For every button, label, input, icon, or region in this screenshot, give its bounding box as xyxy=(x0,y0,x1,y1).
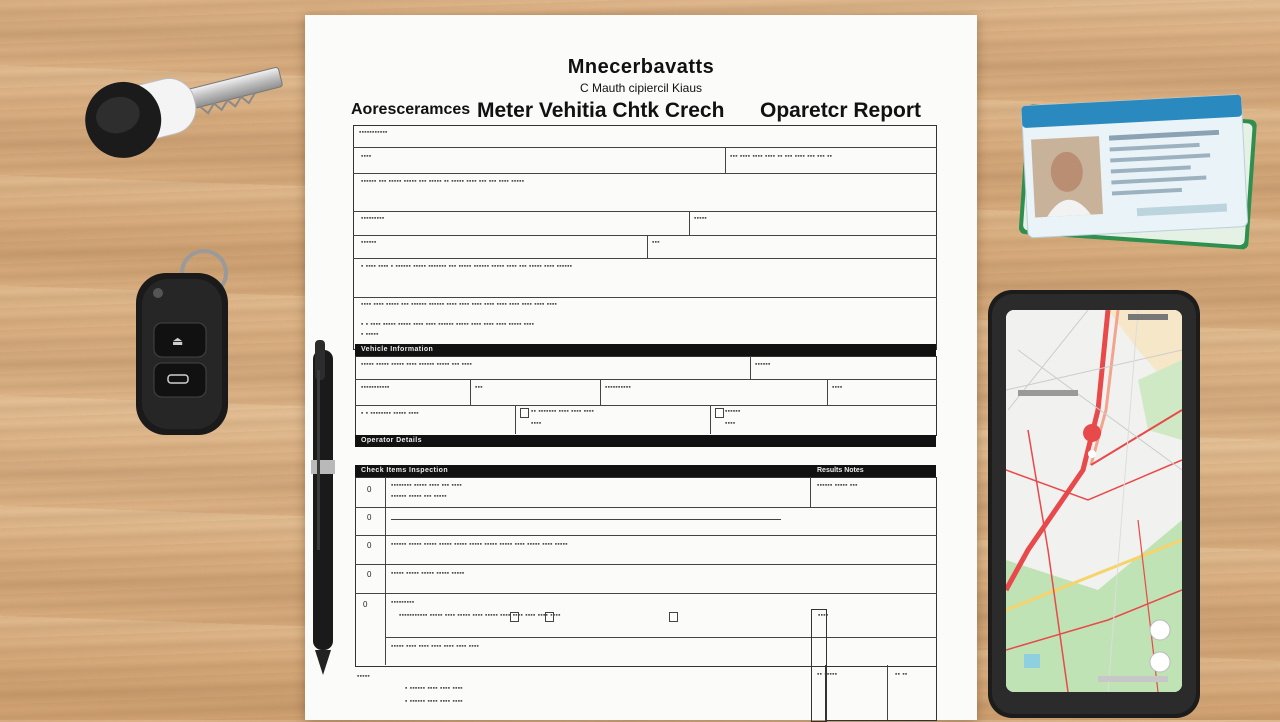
row-number: 0 xyxy=(367,513,372,522)
car-key-icon xyxy=(70,28,305,187)
row-number: 0 xyxy=(363,600,368,609)
form-vehicle-section xyxy=(355,356,937,436)
driver-license-icon xyxy=(1015,92,1265,257)
document-title: Meter Vehitia Chtk Crech xyxy=(477,99,725,122)
row-number: 0 xyxy=(367,570,372,579)
section-bar-vehicle: Vehicle Information xyxy=(355,344,936,356)
document-title-suffix: Oparetcr Report xyxy=(760,99,922,122)
smartphone-map-icon xyxy=(988,290,1200,718)
section-bar-checks: Check Items Inspection xyxy=(355,465,936,477)
document-header-subtitle: C Mauth cipiercil Kiaus xyxy=(579,81,703,95)
document-header-org: Mnecerbavatts xyxy=(567,56,715,78)
key-fob-icon xyxy=(132,245,232,440)
vehicle-check-report-document: Mnecerbavatts C Mauth cipiercil Kiaus Aoresceramces Meter Vehitia Chtk Crech Oparetcr Report ▪▪▪▪▪▪▪▪▪▪▪ ▪▪▪▪ ▪▪▪ ▪▪▪▪ ▪▪▪▪ ▪▪▪▪ ▪▪ ▪▪▪ ▪▪▪▪ ▪▪▪ ▪▪▪ ▪▪ ▪▪▪▪▪▪ ▪▪▪ ▪▪▪▪▪ ▪▪▪▪▪ ▪▪▪ ▪▪▪▪▪ ▪▪ ▪▪▪▪▪ ▪▪▪▪ ▪▪▪ ▪▪▪ ▪▪▪▪ ▪▪▪▪▪ ▪▪▪▪▪▪▪▪▪ ▪▪▪▪▪ ▪▪▪▪▪▪ ▪▪▪ ▪ ▪▪▪▪ ▪▪▪▪ ▪ ▪▪▪▪▪▪ ▪▪▪▪▪ ▪▪▪▪▪▪▪ ▪▪▪ ▪▪▪▪▪ ▪▪▪▪▪▪ ▪▪▪▪▪ ▪▪▪▪ ▪▪▪ ▪▪▪▪▪ ▪▪▪▪ ▪▪▪▪▪▪ ▪▪▪▪ ▪▪▪▪ ▪▪▪▪▪ ▪▪▪ ▪▪▪▪▪▪ ▪▪▪▪▪▪ ▪▪▪▪ ▪▪▪▪ ▪▪▪▪ ▪▪▪▪ ▪▪▪▪ ▪▪▪▪ ▪▪▪▪ ▪▪▪▪ ▪▪▪▪ ▪ ▪ ▪▪▪▪ ▪▪▪▪▪ ▪▪▪▪▪ ▪▪▪▪ ▪▪▪▪ ▪▪▪▪▪▪ ▪▪▪▪▪ ▪▪▪▪ ▪▪▪▪ ▪▪▪▪ ▪▪▪▪▪ ▪▪▪▪ ▪ ▪▪▪▪▪ Vehicle Information ▪▪▪▪▪ ▪▪▪▪▪ ▪▪▪▪▪ ▪▪▪▪ ▪▪▪▪▪▪ ▪▪▪▪▪ ▪▪▪ ▪▪▪▪ ▪▪▪▪▪▪ ▪▪▪▪▪▪▪▪▪▪▪ ▪▪▪ ▪▪▪▪▪▪▪▪▪▪ ▪▪▪▪ ▪ ▪ ▪▪▪▪▪▪▪▪ ▪▪▪▪▪ ▪▪▪▪ ▪▪ ▪▪▪▪▪▪▪ ▪▪▪▪ ▪▪▪▪ ▪▪▪▪ ▪▪▪▪ ▪▪▪▪▪▪ ▪▪▪▪ Operator Details Check Items Inspection Results Notes 0 0 0 0 0 ▪▪▪▪▪▪▪▪ ▪▪▪▪▪ ▪▪▪▪ ▪▪▪ ▪▪▪▪ ▪▪▪▪▪▪ ▪▪▪▪▪ ▪▪▪ ▪▪▪▪▪ ▪▪▪▪▪▪ ▪▪▪▪▪ ▪▪▪ ▪▪▪▪▪▪ ▪▪▪▪▪ ▪▪▪▪▪ ▪▪▪▪▪ ▪▪▪▪▪ ▪▪▪▪▪ ▪▪▪▪▪ ▪▪▪▪▪ ▪▪▪▪ ▪▪▪▪▪ ▪▪▪▪ ▪▪▪▪▪ ▪▪▪▪▪ ▪▪▪▪▪ ▪▪▪▪▪ ▪▪▪▪▪ ▪▪▪▪▪ ▪▪▪▪▪▪▪▪▪ ▪▪▪▪▪▪▪▪▪▪▪ ▪▪▪▪▪ ▪▪▪▪ ▪▪▪▪▪ ▪▪▪▪ ▪▪▪▪▪ ▪▪▪▪ ▪▪▪▪ ▪▪▪▪ ▪▪▪▪ ▪▪▪▪ ▪▪▪▪ ▪▪▪▪▪ ▪▪▪▪ ▪▪▪▪ ▪▪▪▪ ▪▪▪▪ ▪▪▪▪ ▪▪▪▪ ▪▪▪▪▪ ▪ ▪▪▪▪▪▪ ▪▪▪▪ ▪▪▪▪ ▪▪▪▪ ▪ ▪▪▪▪▪▪ ▪▪▪▪ ▪▪▪▪ ▪▪▪▪ ▪▪ ▪▪▪▪▪ ▪▪ ▪▪ xyxy=(305,15,977,720)
row-number: 0 xyxy=(367,541,372,550)
row-number: 0 xyxy=(367,485,372,494)
pen-icon xyxy=(305,330,345,680)
svg-text:⏏: ⏏ xyxy=(172,334,184,348)
document-title-prefix: Aoresceramces xyxy=(351,101,471,118)
section-bar-results: Results Notes xyxy=(817,467,864,474)
section-bar-operator: Operator Details xyxy=(355,435,936,447)
